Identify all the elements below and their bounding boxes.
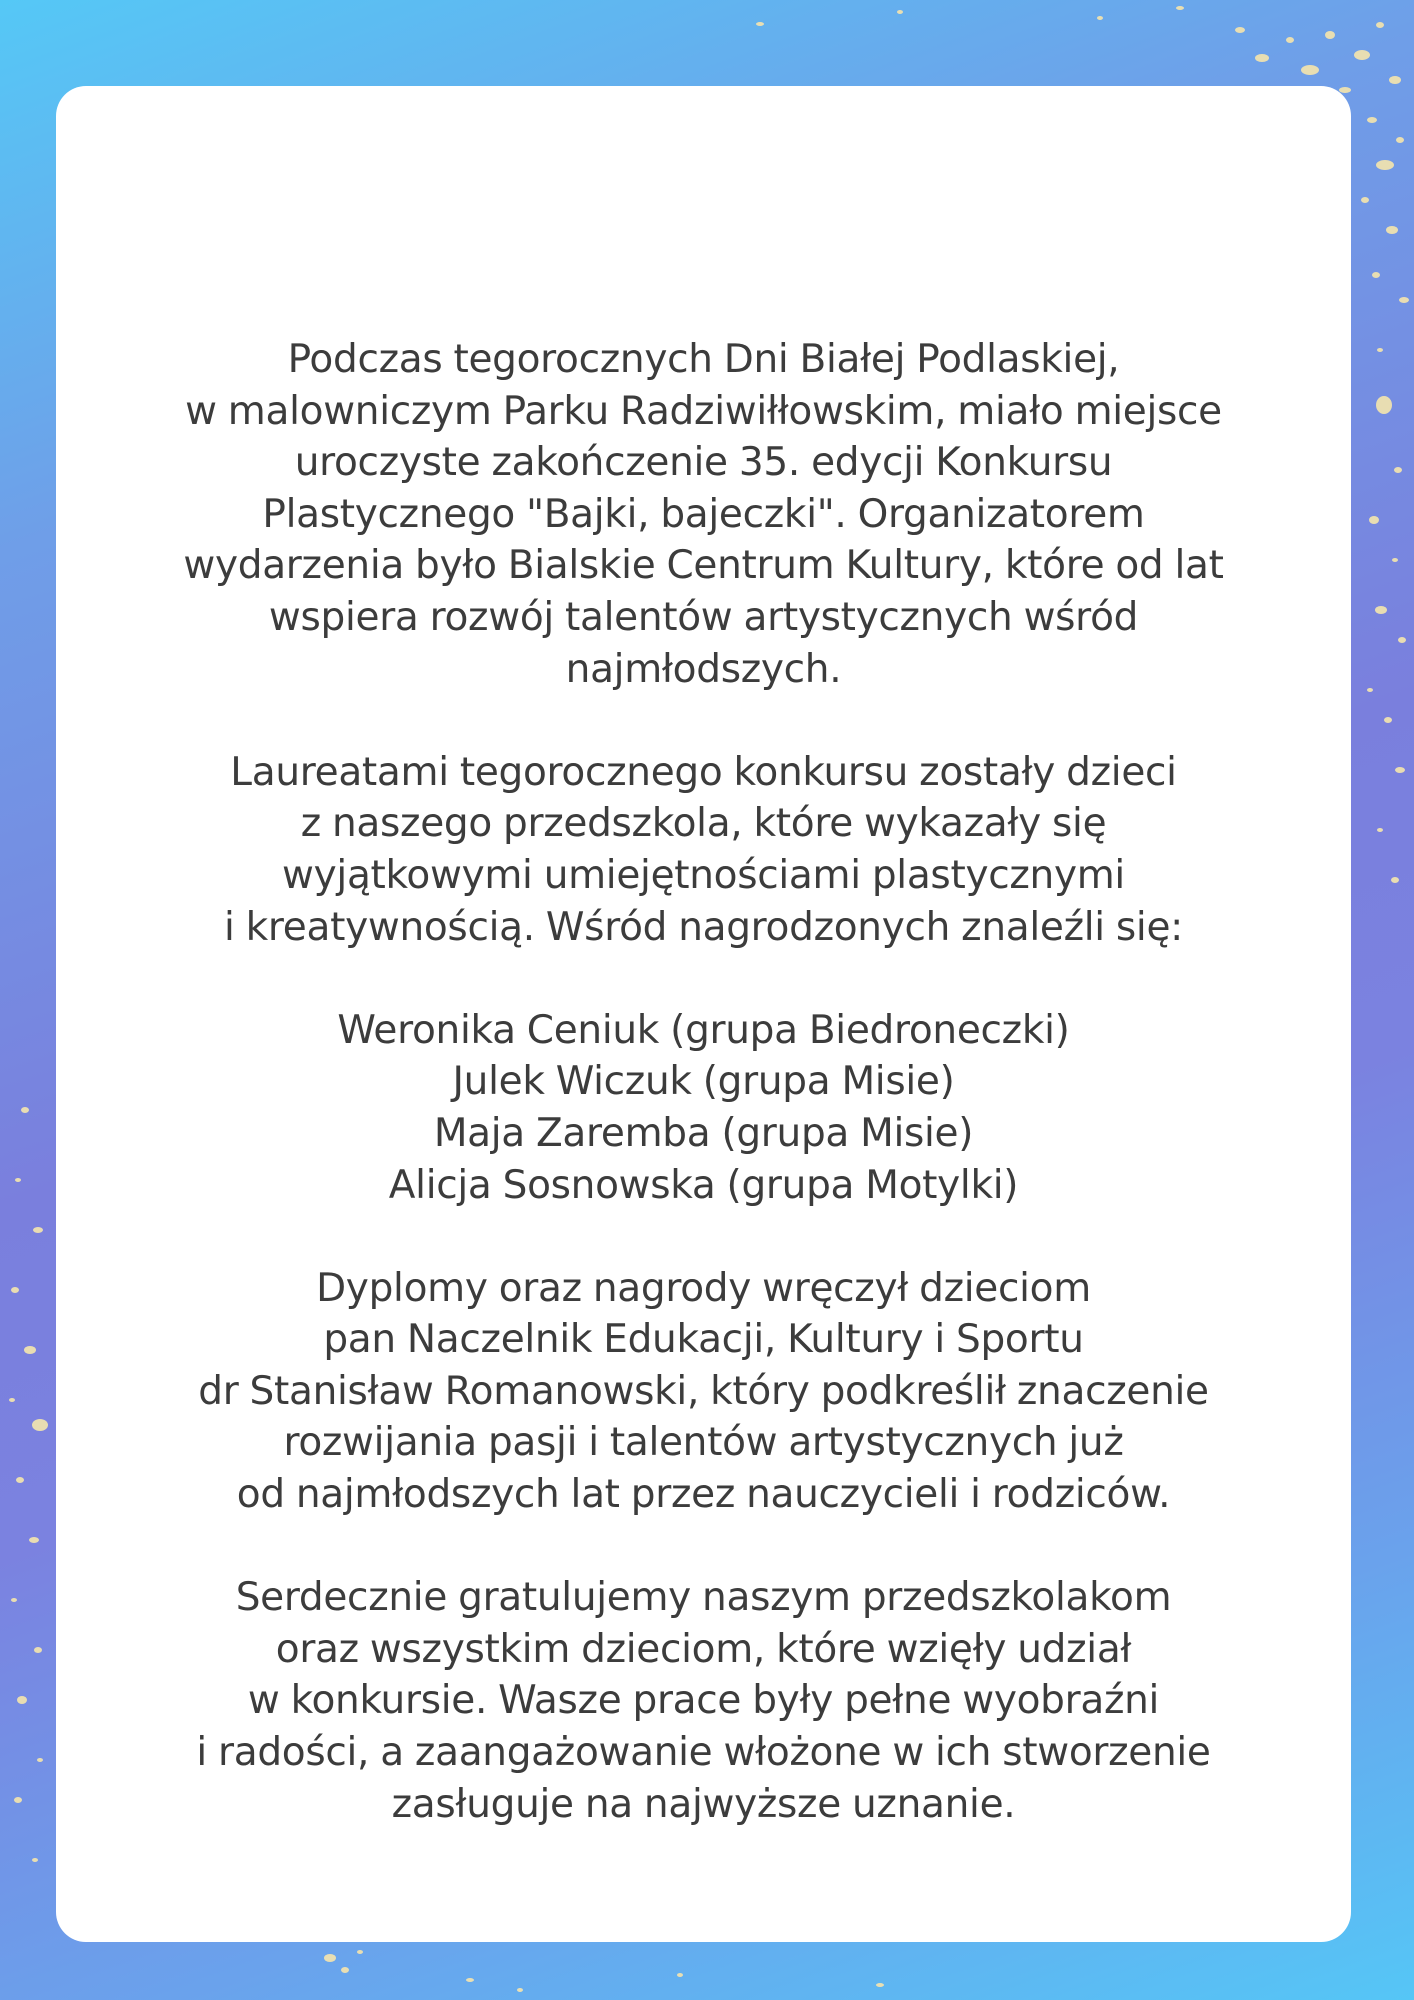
text-line: Podczas tegorocznych Dni Białej Podlaskiej, xyxy=(287,337,1120,382)
text-line: Weronika Ceniuk (grupa Biedroneczki) xyxy=(337,1007,1070,1053)
text-line: uroczyste zakończenie 35. edycji Konkursu xyxy=(294,440,1113,486)
text-line: pan Naczelnik Edukacji, Kultury i Sportu xyxy=(323,1317,1084,1363)
text-line: z naszego przedszkola, które wykazały się xyxy=(300,801,1107,847)
text-line: Dyplomy oraz nagrody wręczył dzieciom xyxy=(316,1265,1091,1311)
text-line: najmłodszych. xyxy=(565,646,842,692)
text-line: dr Stanisław Romanowski, który podkreślił znaczenie xyxy=(198,1368,1209,1414)
paragraph-5 xyxy=(56,1572,1351,1830)
text-line: rozwijania pasji i talentów artystycznych już xyxy=(283,1420,1124,1466)
announcement-text xyxy=(56,334,1351,1882)
text-line: w konkursie. Wasze prace były pełne wyobraźni xyxy=(247,1678,1160,1724)
text-line: Laureatami tegorocznego konkursu zostały dzieci xyxy=(230,749,1177,795)
text-line: Alicja Sosnowska (grupa Motylki) xyxy=(388,1162,1019,1208)
text-line: wspiera rozwój talentów artystycznych wśród xyxy=(268,594,1139,640)
text-line: i kreatywnością. Wśród nagrodzonych znaleźli się: xyxy=(224,904,1183,950)
text-line: Plastycznego "Bajki, bajeczki". Organizatorem xyxy=(262,491,1145,537)
content-card xyxy=(56,86,1351,1942)
text-line: i radości, a zaangażowanie włożone w ich stworzenie xyxy=(196,1730,1211,1776)
paragraph-1 xyxy=(56,334,1351,695)
paragraph-2 xyxy=(56,747,1351,953)
text-line: oraz wszystkim dzieciom, które wzięły udział xyxy=(275,1626,1132,1672)
text-line: wyjątkowymi umiejętnościami plastycznymi xyxy=(282,852,1125,898)
text-line: Serdecznie gratulujemy naszym przedszkolakom xyxy=(235,1575,1172,1621)
text-line: Julek Wiczuk (grupa Misie) xyxy=(452,1059,955,1105)
text-line: w malowniczym Parku Radziwiłłowskim, miało miejsce xyxy=(185,388,1222,434)
text-line: od najmłodszych lat przez nauczycieli i rodziców. xyxy=(236,1472,1171,1518)
text-line: wydarzenia było Bialskie Centrum Kultury, które od lat xyxy=(183,543,1224,589)
paragraph-4 xyxy=(56,1263,1351,1521)
text-line: Maja Zaremba (grupa Misie) xyxy=(433,1110,974,1156)
text-line: zasługuje na najwyższe uznanie. xyxy=(391,1781,1016,1827)
paragraph-3 xyxy=(56,1005,1351,1211)
